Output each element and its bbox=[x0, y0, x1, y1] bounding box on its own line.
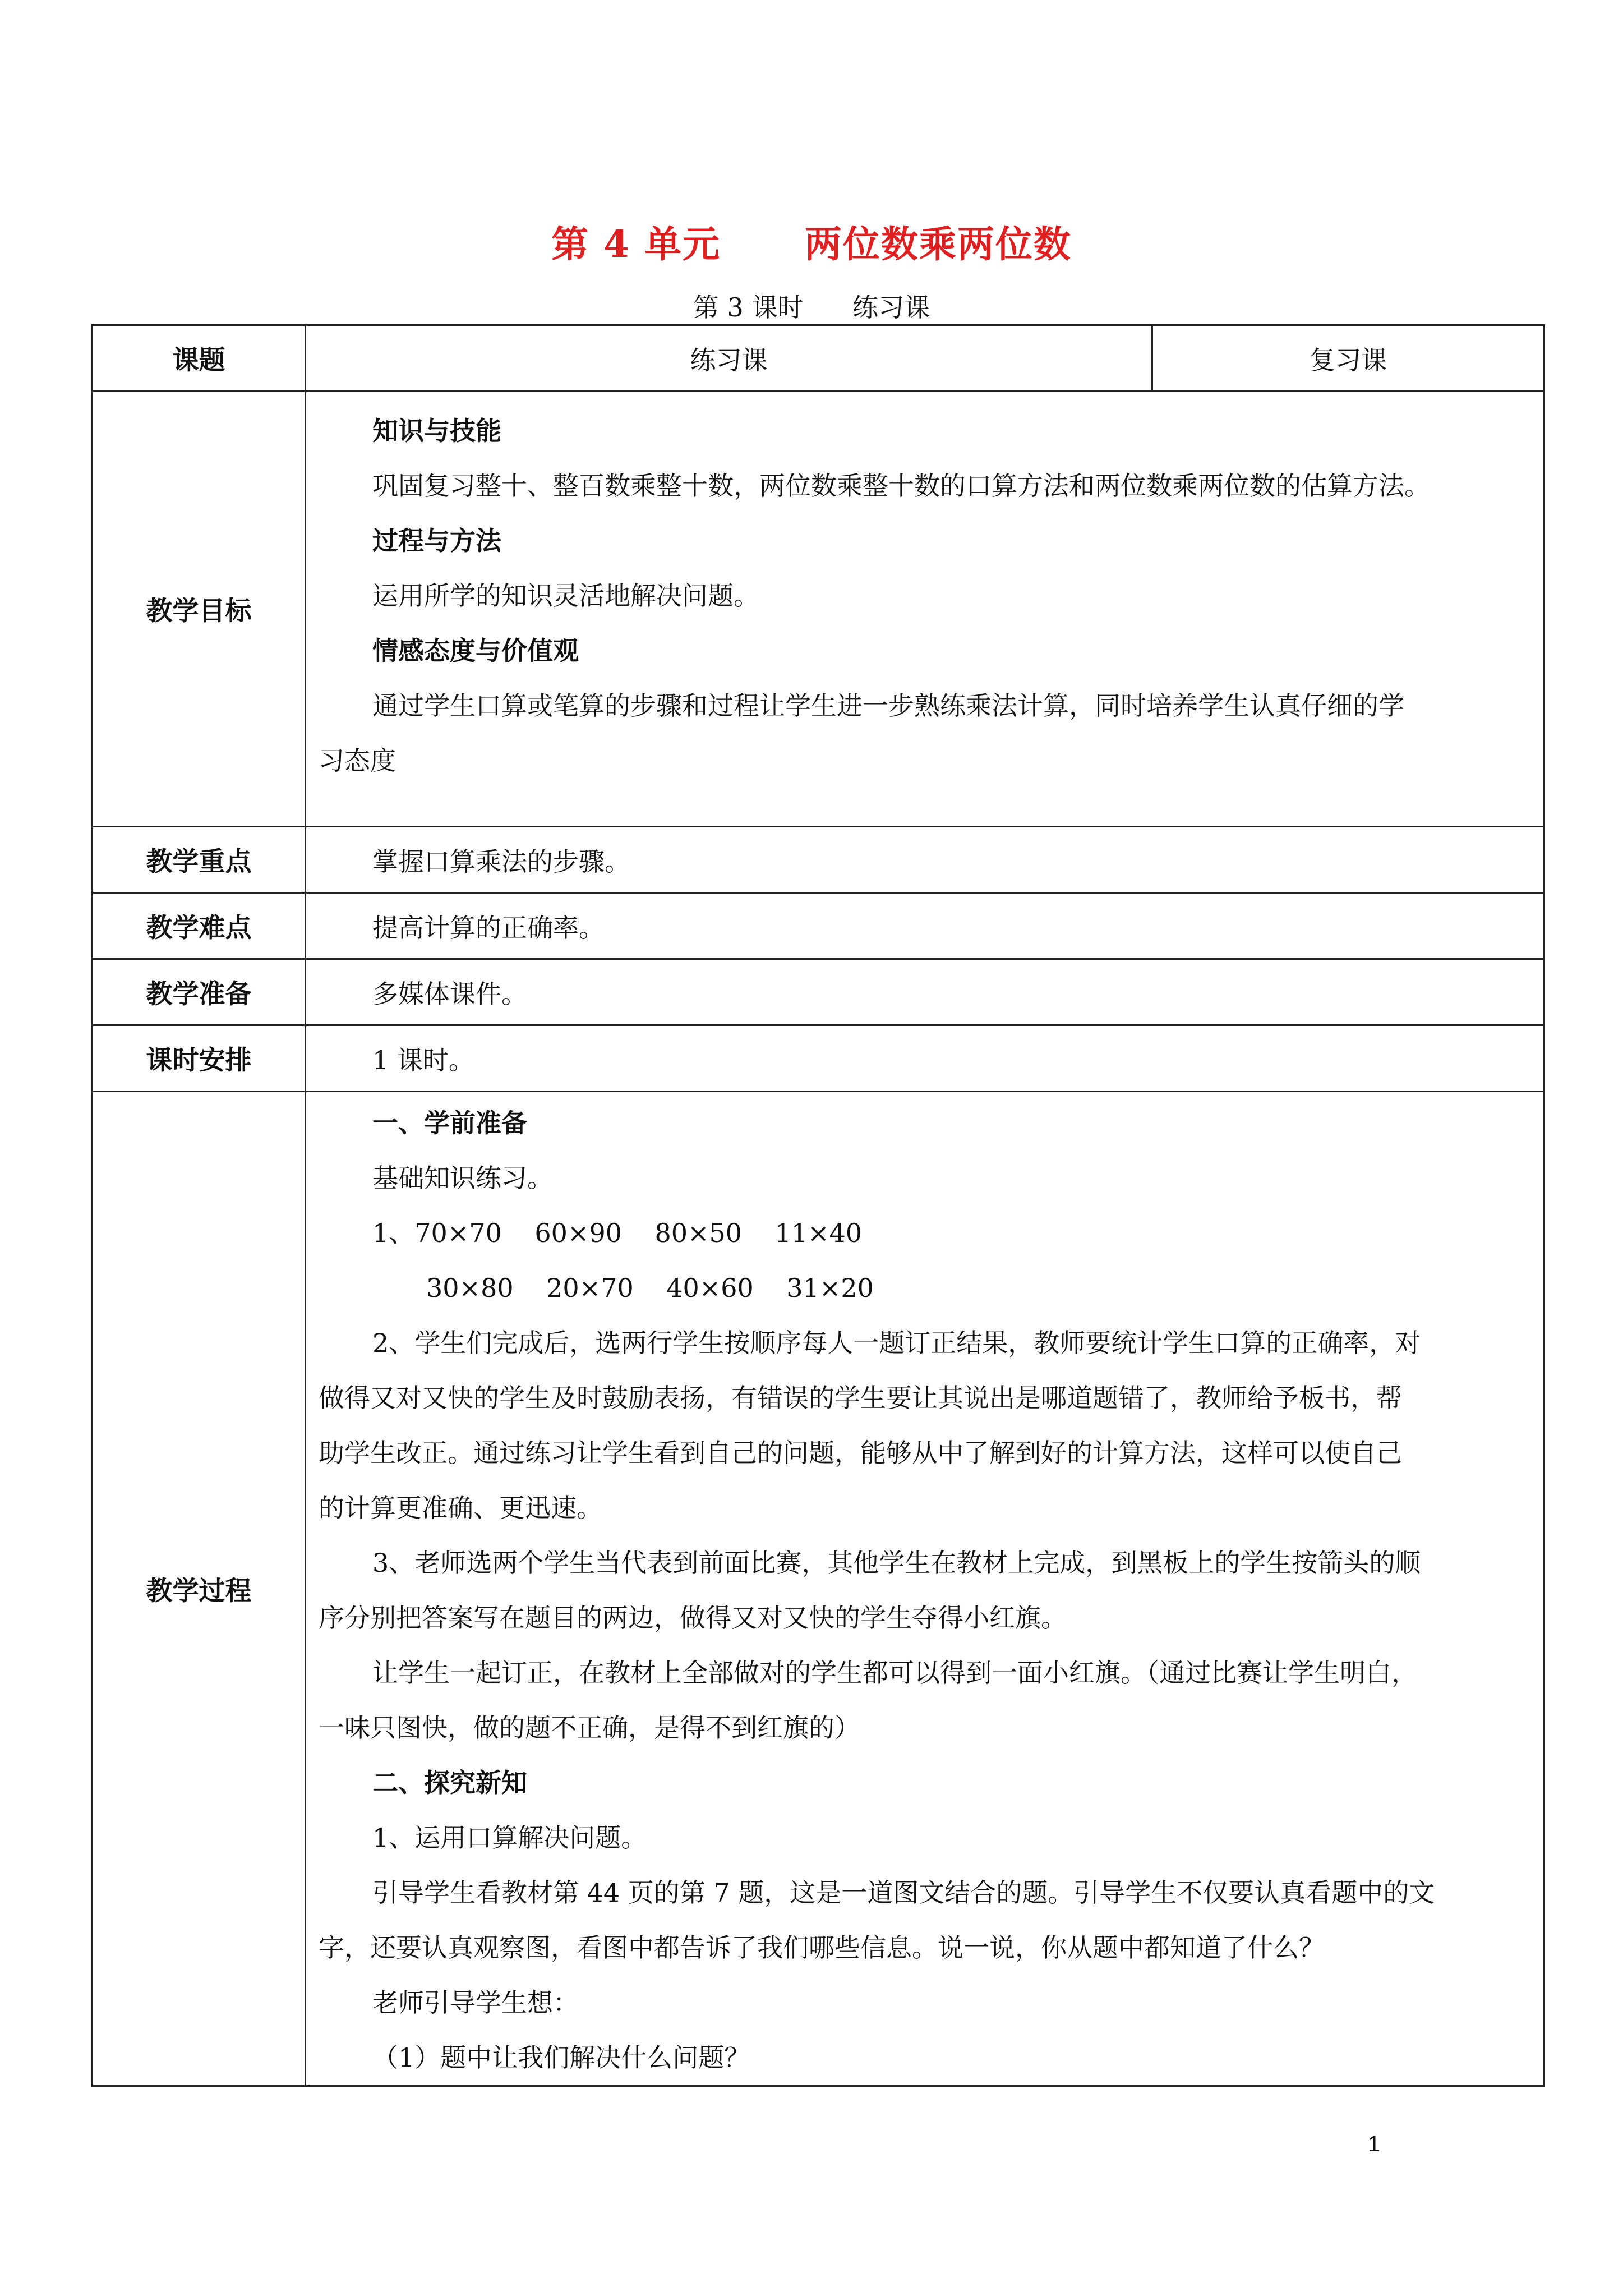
preparation-label: 教学准备 bbox=[93, 959, 306, 1025]
objective-text: 通过学生口算或笔算的步骤和过程让学生进一步熟练乘法计算，同时培养学生认真仔细的学 bbox=[372, 691, 1404, 721]
objective-heading-knowledge: 知识与技能 bbox=[372, 416, 501, 446]
process-text: 序分别把答案写在题目的两边，做得又对又快的学生夺得小红旗。 bbox=[319, 1603, 1067, 1633]
difficulty-row bbox=[93, 893, 1544, 959]
key-point-label: 教学重点 bbox=[93, 827, 306, 893]
schedule-label: 课时安排 bbox=[93, 1025, 306, 1092]
objective-text: 习态度 bbox=[319, 746, 396, 776]
page-number: 1 bbox=[1367, 2132, 1381, 2156]
objectives-row bbox=[93, 392, 1544, 827]
objectives-label: 教学目标 bbox=[93, 392, 306, 827]
key-point-row bbox=[93, 827, 1544, 893]
process-row bbox=[93, 1092, 1544, 2086]
process-content bbox=[306, 1092, 1544, 2086]
difficulty-label: 教学难点 bbox=[93, 893, 306, 959]
difficulty-text: 提高计算的正确率。 bbox=[372, 912, 605, 943]
exercise-line: 30×80 20×70 40×60 31×20 bbox=[426, 1273, 874, 1303]
process-text: 引导学生看教材第 44 页的第 7 题，这是一道图文结合的题。引导学生不仅要认真看题中的文 bbox=[372, 1878, 1435, 1908]
process-text: 一味只图快，做的题不正确，是得不到红旗的） bbox=[319, 1713, 860, 1743]
process-text: （1）题中让我们解决什么问题？ bbox=[372, 2042, 750, 2073]
lesson-plan-table bbox=[91, 324, 1545, 2087]
topic-label: 课题 bbox=[93, 325, 306, 392]
section-heading: 二、探究新知 bbox=[372, 1768, 527, 1798]
objectives-content bbox=[306, 392, 1544, 827]
document-title: 第 4 单元 两位数乘两位数 bbox=[551, 222, 1072, 266]
process-label: 教学过程 bbox=[93, 1092, 306, 2086]
schedule-row bbox=[93, 1025, 1544, 1092]
key-point-text: 掌握口算乘法的步骤。 bbox=[372, 846, 630, 877]
topic-row bbox=[93, 325, 1544, 392]
objective-text: 巩固复习整十、整百数乘整十数，两位数乘整十数的口算方法和两位数乘两位数的估算方法。 bbox=[372, 471, 1430, 501]
process-text: 让学生一起订正，在教材上全部做对的学生都可以得到一面小红旗。（通过比赛让学生明白， bbox=[372, 1658, 1417, 1688]
preparation-row bbox=[93, 959, 1544, 1025]
process-text: 做得又对又快的学生及时鼓励表扬，有错误的学生要让其说出是哪道题错了，教师给予板书，帮 bbox=[319, 1383, 1402, 1413]
objective-text: 运用所学的知识灵活地解决问题。 bbox=[372, 581, 759, 611]
process-text: 基础知识练习。 bbox=[372, 1163, 553, 1193]
process-text: 字，还要认真观察图，看图中都告诉了我们哪些信息。说一说，你从题中都知道了什么？ bbox=[319, 1932, 1325, 1963]
process-text: 3、老师选两个学生当代表到前面比赛，其他学生在教材上完成，到黑板上的学生按箭头的顺 bbox=[372, 1548, 1421, 1578]
process-text: 2、学生们完成后，选两行学生按顺序每人一题订正结果，教师要统计学生口算的正确率，对 bbox=[372, 1328, 1421, 1358]
lesson-subtitle: 第 3 课时 练习课 bbox=[693, 292, 930, 323]
process-text: 老师引导学生想： bbox=[372, 1987, 579, 2018]
process-text: 助学生改正。通过练习让学生看到自己的问题，能够从中了解到好的计算方法，这样可以使自己 bbox=[319, 1438, 1402, 1468]
section-heading: 一、学前准备 bbox=[372, 1108, 527, 1138]
process-text: 1、运用口算解决问题。 bbox=[372, 1823, 647, 1853]
objective-heading-process: 过程与方法 bbox=[372, 526, 501, 556]
schedule-text: 1 课时。 bbox=[372, 1045, 474, 1075]
objective-heading-attitude: 情感态度与价值观 bbox=[372, 636, 579, 666]
exercise-line: 1、70×70 60×90 80×50 11×40 bbox=[372, 1218, 863, 1248]
process-text: 的计算更准确、更迅速。 bbox=[319, 1493, 602, 1523]
lesson-type: 复习课 bbox=[1152, 325, 1544, 392]
topic-value: 练习课 bbox=[306, 325, 1152, 392]
preparation-text: 多媒体课件。 bbox=[372, 978, 527, 1009]
